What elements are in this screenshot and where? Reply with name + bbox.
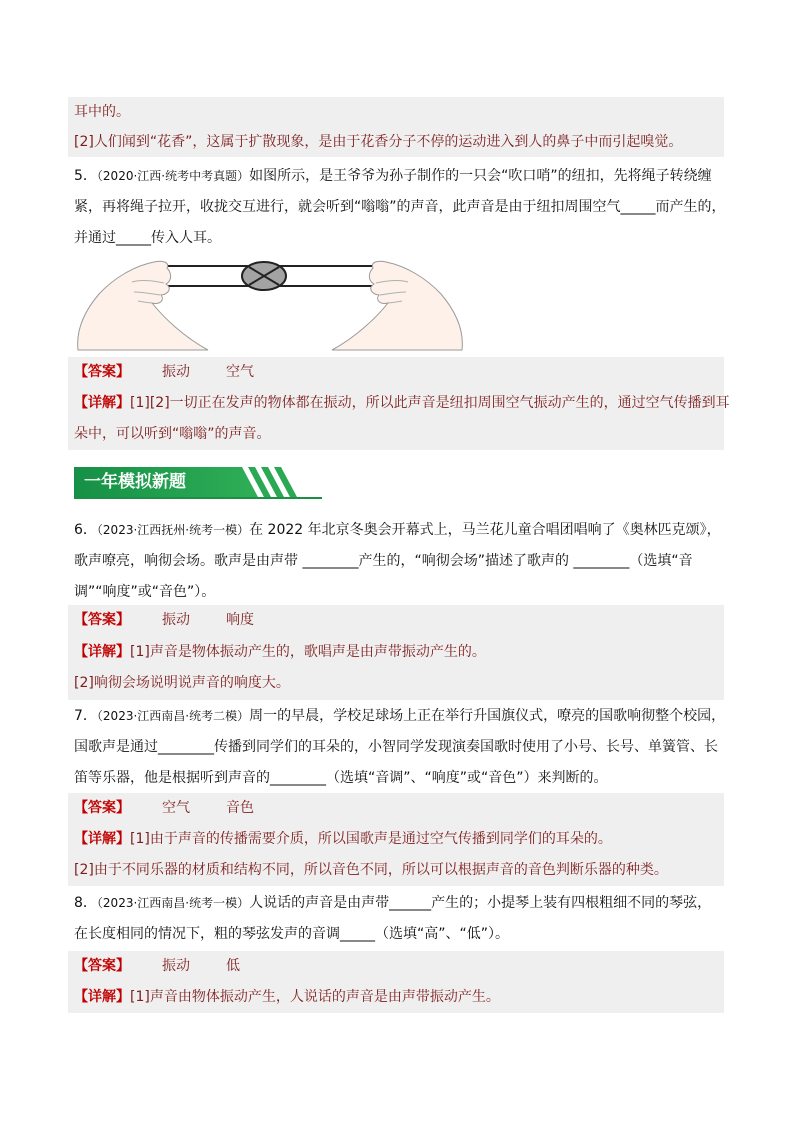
answer-value: 响度	[226, 612, 254, 628]
detail-label: 【详解】	[74, 395, 130, 411]
question-text: 人说话的声音是由声带______产生的；小提琴上装有四根粗细不同的琴弦，	[249, 895, 712, 911]
previous-detail-box	[68, 97, 724, 157]
hands-string-illustration	[74, 252, 466, 352]
question-6	[68, 515, 724, 608]
answer-box-7	[68, 793, 724, 886]
question-source: （2023·江西抚州·统考一模）	[96, 523, 250, 537]
detail-line: [2]响彻会场说明说声音的响度大。	[74, 675, 290, 691]
question-number: 8．	[74, 895, 97, 911]
answer-value: 振动	[162, 612, 190, 628]
detail-line	[74, 824, 718, 855]
answer-label: 【答案】	[74, 612, 130, 628]
question-line: 笛等乐器，他是根据听到声音的________（选填“音调”、“响度”或“音色”）来判断的。	[74, 770, 608, 786]
answer-box-6	[68, 605, 724, 700]
answer-line	[74, 951, 718, 982]
question-line: 调”“响度”或“音色”）。	[74, 584, 216, 600]
detail-line	[74, 637, 718, 669]
detail-text: [1][2]一切正在发声的物体都在振动，所以此声音是纽扣周围空气振动产生的，通过空气传播到耳	[130, 395, 730, 411]
question-number: 7．	[74, 708, 97, 724]
answer-value: 振动	[162, 958, 190, 974]
question-first-line	[74, 701, 726, 732]
answer-value: 空气	[162, 800, 190, 816]
question-source: （2023·江西南昌·统考一模）	[96, 896, 250, 910]
detail-line: [2]人们闻到“花香”，这属于扩散现象，是由于花香分子不停的运动进入到人的鼻子中而引起嗅觉。	[74, 134, 683, 150]
section-banner	[74, 466, 322, 499]
button-whistle-figure	[74, 252, 466, 352]
question-number: 5．	[74, 168, 97, 184]
question-text: 在 2022 年北京冬奥会开幕式上，马兰花儿童合唱团唱响了《奥林匹克颂》，	[249, 522, 721, 538]
detail-line	[74, 388, 730, 419]
answer-box-5	[68, 357, 730, 450]
question-line: 在长度相同的情况下，粗的琴弦发声的音调_____（选填“高”、“低”）。	[74, 926, 510, 942]
question-source: （2023·江西南昌·统考二模）	[96, 709, 250, 723]
detail-line: [2]由于不同乐器的材质和结构不同，所以音色不同，所以可以根据声音的音色判断乐器的种类。	[74, 862, 668, 878]
detail-line	[74, 982, 718, 1013]
question-7	[68, 701, 724, 794]
answer-line	[74, 793, 718, 824]
question-text: 周一的早晨，学校足球场上正在举行升国旗仪式，嘹亮的国歌响彻整个校园，	[249, 708, 726, 724]
question-first-line	[74, 161, 718, 192]
question-source: （2020·江西·统考中考真题）	[96, 169, 250, 183]
question-line: 紧，再将绳子拉开，收拢交互进行，就会听到“嗡嗡”的声音，此声音是由于纽扣周围空气_____而产生的，	[74, 199, 726, 215]
answer-value: 空气	[226, 364, 254, 380]
detail-label: 【详解】	[74, 989, 130, 1005]
detail-text: [1]声音由物体振动产生，人说话的声音是由声带振动产生。	[130, 989, 500, 1005]
question-5	[68, 161, 724, 254]
answer-label: 【答案】	[74, 364, 130, 380]
detail-line: 耳中的。	[74, 104, 130, 120]
question-line: 歌声嘹亮，响彻会场。歌声是由声带 ________产生的，“响彻会场”描述了歌声的 ________（选填“音	[74, 553, 693, 569]
detail-label: 【详解】	[74, 831, 130, 847]
answer-value: 振动	[162, 364, 190, 380]
answer-box-8	[68, 951, 724, 1013]
question-first-line	[74, 888, 718, 919]
question-8	[68, 888, 724, 950]
question-number: 6．	[74, 522, 97, 538]
answer-value: 低	[226, 958, 240, 974]
detail-label: 【详解】	[74, 643, 130, 660]
question-line: 并通过_____传入人耳。	[74, 230, 221, 246]
detail-text: [1]由于声音的传播需要介质，所以国歌声是通过空气传播到同学们的耳朵的。	[130, 831, 612, 847]
answer-label: 【答案】	[74, 800, 130, 816]
question-text: 如图所示，是王爷爷为孙子制作的一只会“吹口哨”的纽扣，先将绳子转绕缠	[249, 168, 712, 184]
answer-value: 音色	[226, 800, 254, 816]
detail-line: 朵中，可以听到“嗡嗡”的声音。	[74, 426, 271, 442]
section-title: 一年模拟新题	[84, 472, 186, 492]
detail-text: [1]声音是物体振动产生的，歌唱声是由声带振动产生的。	[130, 643, 486, 660]
question-line: 国歌声是通过________传播到同学们的耳朵的，小智同学发现演奏国歌时使用了小号、长号、单簧管、长	[74, 739, 718, 755]
question-first-line	[74, 515, 721, 546]
answer-line	[74, 357, 718, 388]
answer-label: 【答案】	[74, 958, 130, 974]
answer-line	[74, 605, 718, 637]
